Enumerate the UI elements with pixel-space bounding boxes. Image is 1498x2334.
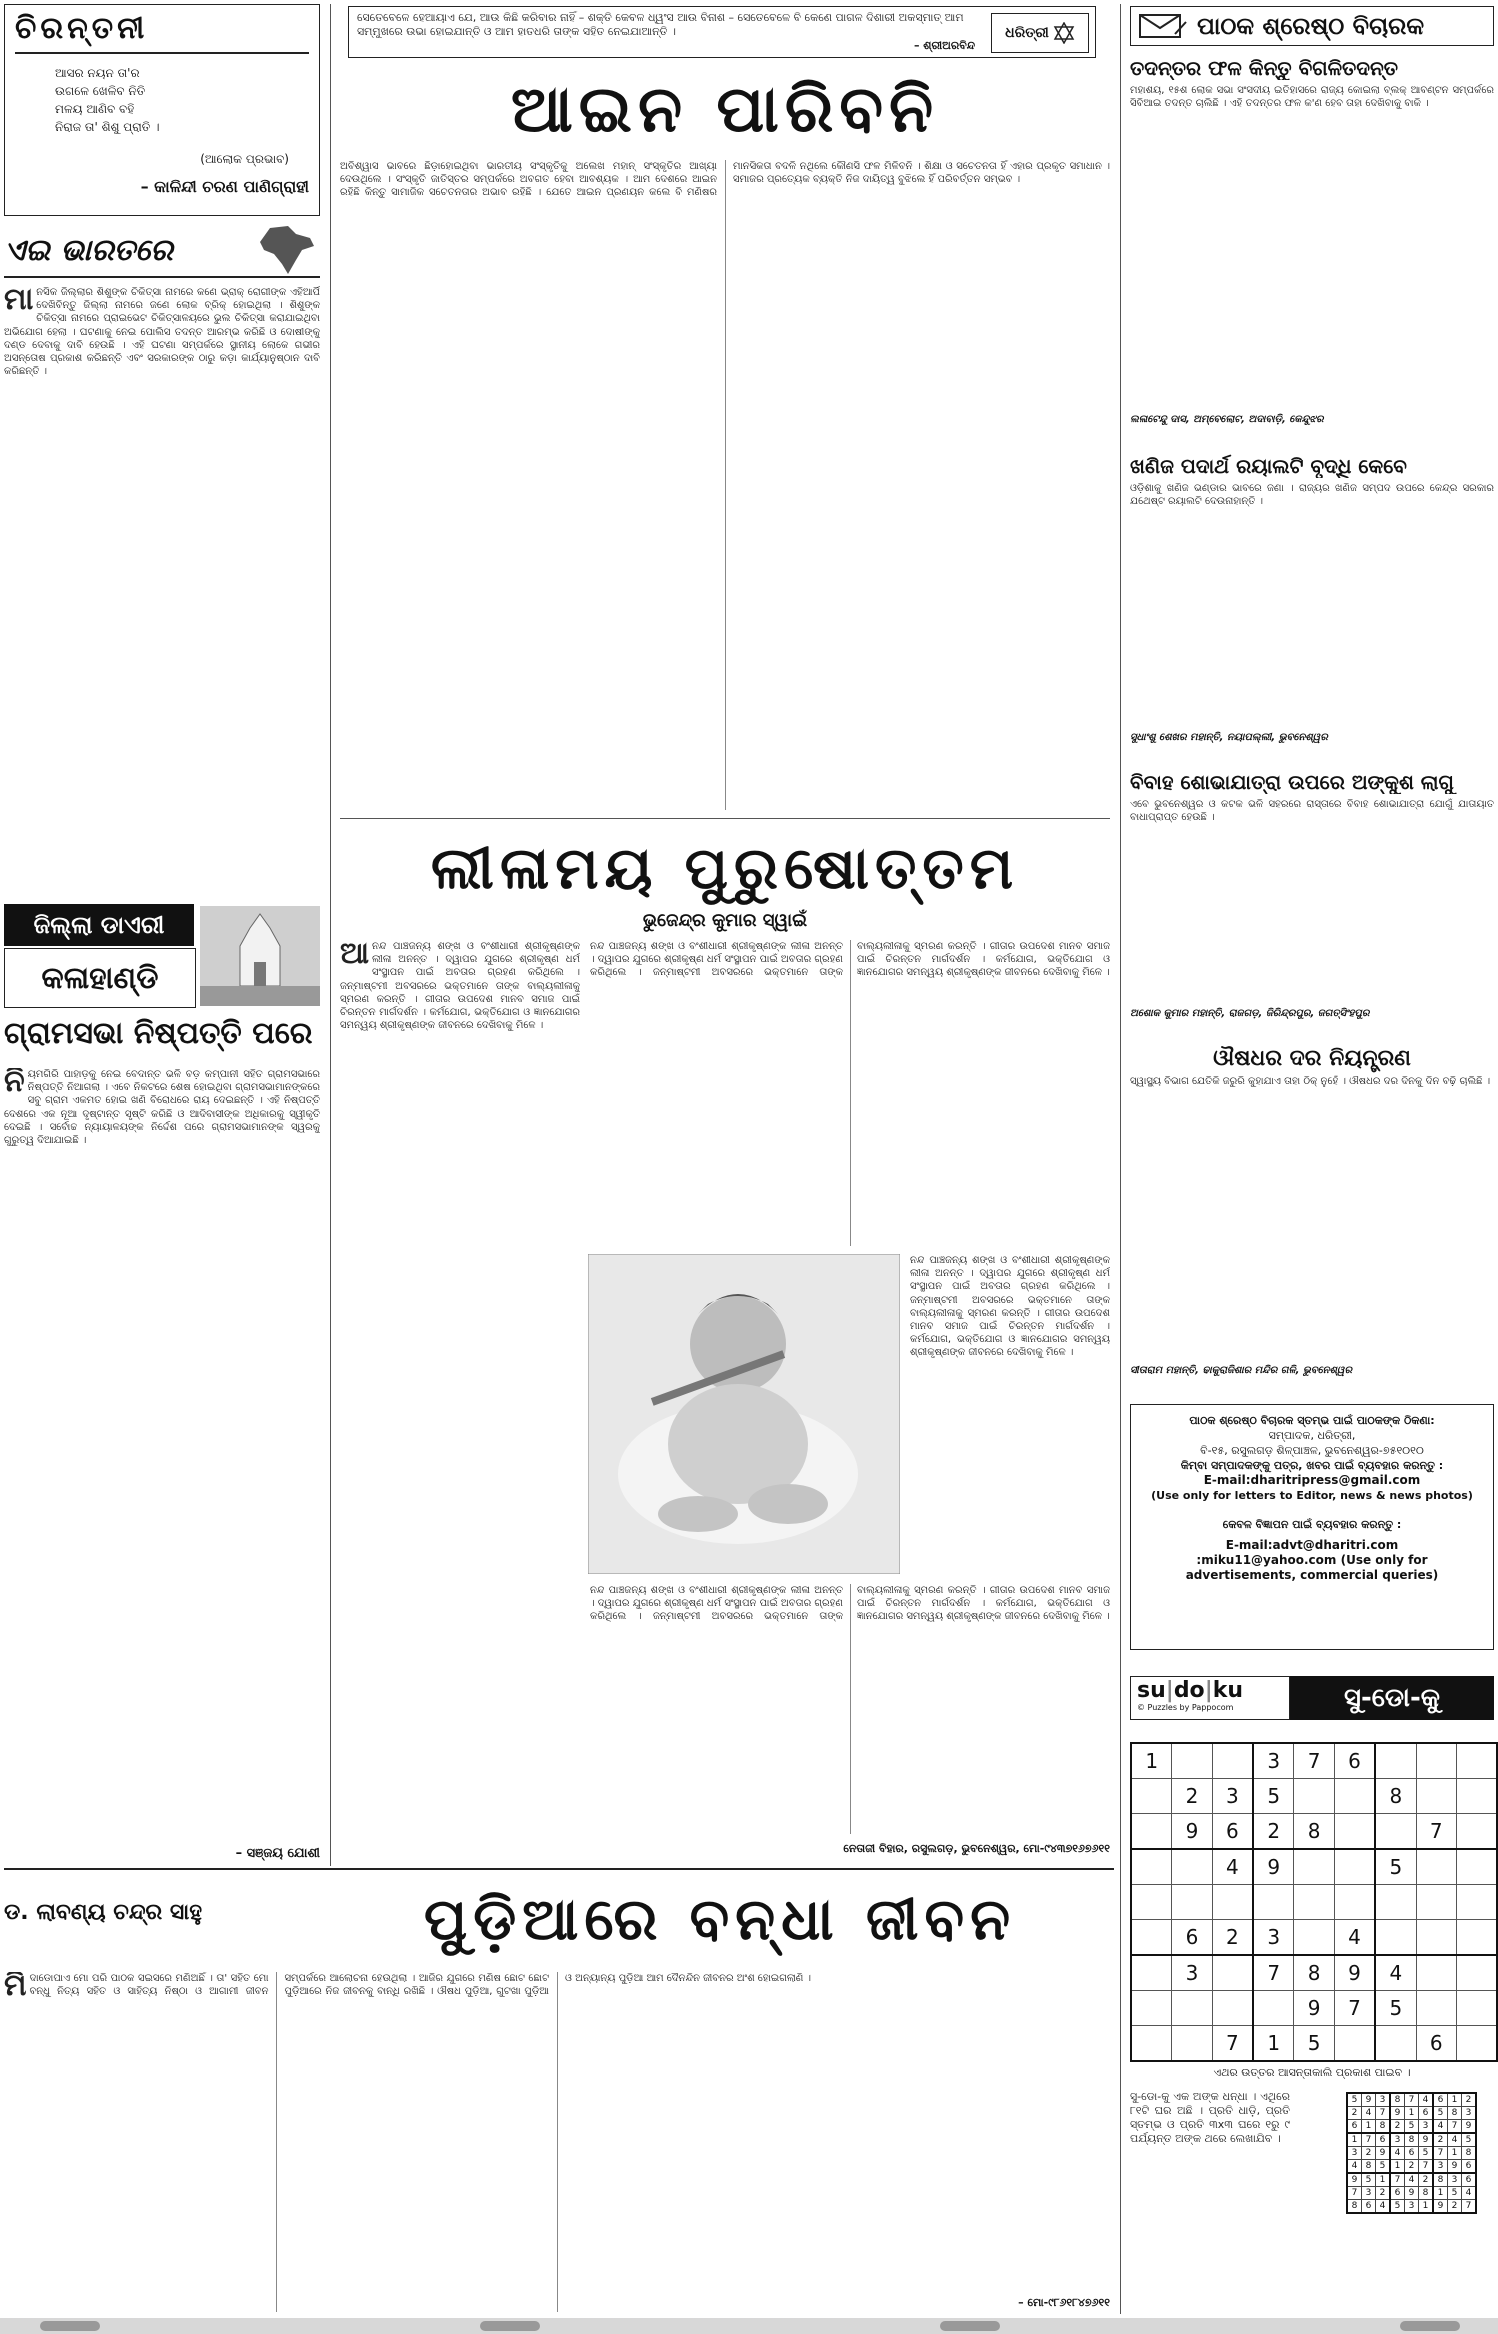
aji-bharat-banner (4, 224, 320, 278)
sudoku-logo: su|do|ku © Puzzles by Pappocom (1130, 1676, 1290, 1720)
sudoku-cell: 6 (1334, 1743, 1375, 1779)
grid-row (1347, 2173, 1476, 2187)
solution-cell: 4 (1347, 2160, 1362, 2174)
sudoku-cell (1131, 1955, 1172, 1991)
district-name: କଳାହାଣ୍ଡି (4, 948, 196, 1008)
contact-line: ସମ୍ପାଦକ, ଧରିତ୍ରୀ, (1268, 1429, 1356, 1442)
letter-item (1130, 1046, 1494, 1398)
solution-cell: 1 (1347, 2133, 1362, 2147)
sudoku-cell (1456, 1849, 1497, 1885)
sudoku-cell (1375, 1885, 1416, 1920)
sudoku-cell (1212, 1743, 1253, 1779)
solution-cell: 8 (1433, 2173, 1448, 2187)
sudoku-cell (1212, 1955, 1253, 1991)
solution-cell: 2 (1448, 2200, 1462, 2214)
solution-cell: 5 (1462, 2133, 1477, 2147)
sudoku-cell: 2 (1212, 1920, 1253, 1956)
chirantani-author: – କାଳିନ୍ଦୀ ଚରଣ ପାଣିଗ୍ରାହୀ (140, 177, 309, 196)
solution-cell: 8 (1448, 2107, 1462, 2120)
bottom-body: ଦାଡୋପାଏ ମୋ ପରି ପାଠକ ସଇସରେ ମଣିଅଛିଁ । ତା' ସହିତ ମୋ ବନ୍ଧୁ ନିତ୍ୟ ସହିତ ଓ ସାହିତ୍ୟ ନିଷ୍ଠା ଓ ଆଗାମୀ ଜୀବନ ସମ୍ପର୍କରେ ଆଲୋଚନା ହେଉଥିଲା । ଆଜିର ଯୁଗରେ ମଣିଷ ଛୋଟ ଛୋଟ ପୁଡ଼ିଆରେ ନିଜ ଜୀବନକୁ ବାନ୍ଧି ରଖିଛି । ଔଷଧ ପୁଡ଼ିଆ, ଗୁଟଖା ପୁଡ଼ିଆ ଓ ଅନ୍ୟାନ୍ୟ ପୁଡ଼ିଆ ଆମ ଦୈନନ୍ଦିନ ଜୀବନର ଅଂଶ ହୋଇଗଲାଣି । (29, 1973, 812, 1998)
feature-text-side (910, 1254, 1110, 1574)
contact-line: ପାଠକ ଶ୍ରେଷ୍ଠ ବିଚାରକ ସ୍ତମ୍ଭ ପାଇଁ ପାଠକଙ୍କ ଠିକଣା: (1189, 1414, 1435, 1427)
grid-row (1131, 1885, 1497, 1920)
sudoku-cell: 9 (1334, 1955, 1375, 1991)
sudoku-puzzle (1130, 1742, 1498, 2062)
aji-bharat-body: ନସିକ ଜିଲ୍ଲାର ଶିଶୁଙ୍କ ଚିକିତ୍ସା ନାମରେ କଣେ ଭ୍ରାକ୍ ରୋଗୀଙ୍କ ଏହିଆର୍ପି ଦେଖିବିନ୍ତୁ ଜିଲ୍ଲା ନାମରେ ଜଣେ ଲୋକ ବ୍ରିକ୍ ହୋଇଥିଲା । ଶିଶୁଙ୍କ ଚିକିତ୍ସା ନାମରେ ପ୍ରାଇଭେଟ ଚିକିତ୍ସାଳୟରେ ଭୁଲ ଚିକିତ୍ସା କରାଯାଇଥିବା ଅଭିଯୋଗ ହେଲା । ଘଟଣାକୁ ନେଇ ପୋଲିସ ତଦନ୍ତ ଆରମ୍ଭ କରିଛି ଓ ଦୋଷୀଙ୍କୁ ଦଣ୍ଡ ଦେବାକୁ ଦାବି ହେଉଛି । ଏହି ଘଟଣା ସମ୍ପର୍କରେ ସ୍ଥାନୀୟ ଲୋକେ ଗଭୀର ଅସନ୍ତୋଷ ପ୍ରକାଶ କରିଛନ୍ତି ଏବଂ ସରକାରଙ୍କ ଠାରୁ କଡ଼ା କାର୍ଯ୍ୟାନୁଷ୍ଠାନ ଦାବି କରିଛନ୍ତି । (4, 287, 320, 378)
drop-cap: ମା (4, 286, 34, 317)
solution-cell: 9 (1405, 2187, 1419, 2200)
bottom-byline: ଡ. ଲାବଣ୍ୟ ଚନ୍ଦ୍ର ସାହୁ (4, 1900, 203, 1925)
sudoku-cell: 4 (1212, 1849, 1253, 1885)
grid-row (1347, 2147, 1476, 2160)
letter-item (1130, 454, 1494, 764)
solution-cell: 2 (1405, 2160, 1419, 2174)
solution-cell: 4 (1419, 2093, 1434, 2107)
sudoku-cell: 9 (1294, 1991, 1334, 2026)
logo-ku: ku (1212, 1678, 1244, 1703)
star-emblem-icon (1053, 22, 1075, 44)
solution-cell: 9 (1390, 2107, 1405, 2120)
sudoku-cell (1416, 1991, 1456, 2026)
sudoku-cell (1131, 1779, 1172, 1814)
temple-photo-icon (200, 906, 320, 1006)
feature-byline: ଭୁଜେନ୍ଦ୍ର କୁମାର ସ୍ୱାଇଁ (642, 910, 808, 931)
sudoku-cell: 6 (1416, 2026, 1456, 2062)
solution-cell: 8 (1362, 2160, 1376, 2174)
solution-cell: 9 (1362, 2093, 1376, 2107)
sudoku-cell: 5 (1375, 1849, 1416, 1885)
sudoku-cell: 7 (1334, 1991, 1375, 2026)
solution-cell: 6 (1433, 2093, 1448, 2107)
sudoku-cell (1416, 1920, 1456, 1956)
sudoku-cell: 5 (1375, 1991, 1416, 2026)
letter-text: ମହାଶୟ, ୧୫ଶ ଲୋକ ସଭା ସଂସଦୀୟ ଇତିହାସରେ ରାଜ୍ୟ କୋଇଲା ବ୍ଲକ୍ ଆବଣ୍ଟନ ସମ୍ପର୍କରେ ସିବିଆଇ ତଦନ୍ତ ଚାଲିଛି । ଏହି ତଦନ୍ତର ଫଳ କ'ଣ ହେବ ତାହା ଦେଖିବାକୁ ବାକି । (1130, 85, 1494, 110)
sudoku-cell (1294, 1920, 1334, 1956)
bottom-section-divider (4, 1868, 1114, 1870)
solution-cell: 7 (1390, 2173, 1405, 2187)
district-body: ୟମଗିରି ପାହାଡ଼କୁ ନେଇ ବେଦାନ୍ତ ଭଳି ବଡ଼ କମ୍ପାନୀ ସହିତ ଗ୍ରାମସଭାରେ ନିଷ୍ପତ୍ତି ନିଆଗଲା । ଏବେ ନିକଟରେ ଶେଷ ହୋଇଥିବା ଗ୍ରାମସଭାମାନଙ୍କରେ ସବୁ ଗ୍ରାମ ଏକମତ ହୋଇ ଖଣି ବିରୋଧରେ ରାୟ ଦେଇଛନ୍ତି । ଏହି ନିଷ୍ପତ୍ତି ଦେଶରେ ଏକ ନୂଆ ଦୃଷ୍ଟାନ୍ତ ସୃଷ୍ଟି କରିଛି ଓ ଆଦିବାସୀଙ୍କ ଅଧିକାରକୁ ସ୍ୱୀକୃତି ଦେଇଛି । ସର୍ବୋଚ୍ଚ ନ୍ୟାୟାଳୟଙ୍କ ନିର୍ଦ୍ଦେଶ ପରେ ଗ୍ରାମସଭାମାନଙ୍କ ସ୍ୱରକୁ ଗୁରୁତ୍ୱ ଦିଆଯାଇଛି । (4, 1069, 320, 1147)
sudoku-cell: 1 (1253, 2026, 1294, 2062)
contact-line: କେବଳ ବିଜ୍ଞାପନ ପାଇଁ ବ୍ୟବହାର କରନ୍ତୁ : (1222, 1518, 1402, 1531)
sudoku-cell: 1 (1131, 1743, 1172, 1779)
page-footer-bar (0, 2318, 1498, 2334)
letter-text: ଓଡ଼ିଶାକୁ ଖଣିଜ ଭଣ୍ଡାର ଭାବରେ ଜଣା । ରାଜ୍ୟର ଖଣିଜ ସମ୍ପଦ ଉପରେ କେନ୍ଦ୍ର ସରକାର ଯଥେଷ୍ଟ ରୟାଲଟି ଦେଉନାହାନ୍ତି । (1130, 483, 1494, 508)
chirantani-box (4, 4, 320, 216)
feature-body-side: ନନ୍ଦ ପାଞ୍ଚଜନ୍ୟ ଶଙ୍ଖ ଓ ବଂଶୀଧାରୀ ଶ୍ରୀକୃଷ୍ଣଙ୍କ ଲୀଳା ଅନନ୍ତ । ଦ୍ୱାପର ଯୁଗରେ ଶ୍ରୀକୃଷ୍ଣ ଧର୍ମ ସଂସ୍ଥାପନ ପାଇଁ ଅବତାର ଗ୍ରହଣ କରିଥିଲେ । ଜନ୍ମାଷ୍ଟମୀ ଅବସରରେ ଭକ୍ତମାନେ ତାଙ୍କ ବାଲ୍ୟଲୀଳାକୁ ସ୍ମରଣ କରନ୍ତି । ଗୀତାର ଉପଦେଶ ମାନବ ସମାଜ ପାଇଁ ଚିରନ୍ତନ ମାର୍ଗଦର୍ଶନ । କର୍ମଯୋଗ, ଭକ୍ତିଯୋଗ ଓ ଜ୍ଞାନଯୋଗର ସମନ୍ୱୟ ଶ୍ରୀକୃଷ୍ଣଙ୍କ ଜୀବନରେ ଦେଖିବାକୁ ମିଳେ । (910, 1255, 1110, 1359)
district-diary-label: ଜିଲ୍ଲା ଡାଏରୀ (4, 904, 194, 946)
sudoku-cell (1375, 1920, 1416, 1956)
solution-cell: 1 (1448, 2093, 1462, 2107)
solution-cell: 7 (1448, 2120, 1462, 2134)
poem-line: ନିରାଜ ତା' ଶିଶୁ ପ୍ରାତି । (55, 120, 160, 134)
drop-cap: ଆ (340, 940, 370, 971)
sudoku-cell: 3 (1212, 1779, 1253, 1814)
sudoku-cell (1456, 1885, 1497, 1920)
letter-headline: ତଦନ୍ତର ଫଳ କିନ୍ତୁ ବିଗଳିତଦନ୍ତ (1130, 56, 1399, 80)
chirantani-rule (15, 52, 309, 54)
solution-cell: 3 (1405, 2200, 1419, 2214)
sudoku-cell (1172, 1991, 1212, 2026)
sudoku-solution (1346, 2092, 1477, 2214)
solution-cell: 9 (1419, 2133, 1434, 2147)
solution-cell: 1 (1376, 2173, 1391, 2187)
solution-cell: 2 (1376, 2187, 1391, 2200)
sudoku-cell (1294, 1779, 1334, 1814)
contact-email[interactable]: E-mail:dharitripress@gmail.com (1203, 1473, 1421, 1487)
contact-line: ବି-୧୫, ରସୁଲଗଡ଼ ଶିଳ୍ପାଞ୍ଚଳ, ଭୁବନେଶ୍ୱର-୭୫୧୦୧୦ (1200, 1444, 1424, 1457)
sudoku-cell: 7 (1416, 1814, 1456, 1850)
district-headline: ଗ୍ରାମସଭା ନିଷ୍ପତ୍ତି ପରେ (4, 1016, 313, 1051)
sudoku-cell (1416, 1743, 1456, 1779)
district-diary-banner (4, 904, 320, 1008)
solution-cell: 6 (1362, 2200, 1376, 2214)
footer-tab (480, 2321, 540, 2331)
letter-item (1130, 56, 1494, 446)
sudoku-cell (1172, 2026, 1212, 2062)
grid-row (1131, 1743, 1497, 1779)
district-text (4, 1068, 320, 1838)
solution-cell: 5 (1419, 2147, 1434, 2160)
solution-cell: 2 (1462, 2093, 1477, 2107)
feature-text-right (590, 940, 1110, 1246)
sudoku-solution-grid (1346, 2092, 1477, 2214)
grid-row (1131, 1920, 1497, 1956)
sudoku-cell: 8 (1375, 1779, 1416, 1814)
contact-note: advertisements, commercial queries) (1185, 1568, 1439, 1582)
sudoku-cell: 6 (1172, 1920, 1212, 1956)
solution-cell: 8 (1347, 2200, 1362, 2214)
sudoku-cell (1456, 1991, 1497, 2026)
header-quote-attribution: – ଶ୍ରୀଅରବିନ୍ଦ (913, 39, 975, 52)
district-author: – ସଞ୍ଜୟ ଯୋଶୀ (235, 1846, 320, 1861)
solution-cell: 3 (1362, 2187, 1376, 2200)
newspaper-logo (991, 13, 1089, 53)
solution-cell: 5 (1433, 2107, 1448, 2120)
envelope-icon (1139, 12, 1187, 40)
solution-cell: 6 (1405, 2147, 1419, 2160)
sudoku-cell: 3 (1253, 1920, 1294, 1956)
solution-cell: 9 (1376, 2147, 1391, 2160)
sudoku-cell (1334, 2026, 1375, 2062)
letter-signer: ଅଶୋକ କୁମାର ମହାନ୍ତି, ରାଜଗଡ଼, ଜିରିନ୍ଦ୍ରପୁର, ଜଗତ୍‌ସିଂହପୁର (1130, 1008, 1370, 1019)
sudoku-cell: 4 (1334, 1920, 1375, 1956)
feature-headline: ଲୀଳାମୟ ପୁରୁଷୋତ୍ତମ (430, 834, 1020, 902)
readers-banner-title: ପାଠକ ଶ୍ରେଷ୍ଠ ବିଚାରକ (1197, 12, 1425, 40)
sudoku-cell (1456, 2026, 1497, 2062)
left-column-divider (330, 4, 331, 1866)
solution-cell: 7 (1405, 2093, 1419, 2107)
solution-cell: 3 (1448, 2173, 1462, 2187)
sudoku-cell (1172, 1743, 1212, 1779)
poem-line: ଆସର ନୟନ ତା'ର (55, 66, 140, 80)
sudoku-cell (1416, 1779, 1456, 1814)
sudoku-title: ସୁ-ଡୋ-କୁ (1290, 1676, 1494, 1720)
logo-text: ଧରିତ୍ରୀ (1005, 25, 1049, 41)
solution-cell: 6 (1462, 2160, 1477, 2174)
sudoku-cell (1416, 1849, 1456, 1885)
solution-cell: 4 (1448, 2133, 1462, 2147)
sudoku-cell (1334, 1814, 1375, 1850)
solution-cell: 4 (1376, 2200, 1391, 2214)
footer-tab (40, 2321, 100, 2331)
sudoku-cell: 9 (1253, 1849, 1294, 1885)
sudoku-cell: 8 (1294, 1814, 1334, 1850)
contact-line: କିମ୍ବା ସମ୍ପାଦକଙ୍କୁ ପତ୍ର, ଖବର ପାଇଁ ବ୍ୟବହାର କରନ୍ତୁ : (1180, 1459, 1444, 1472)
solution-cell: 7 (1462, 2200, 1477, 2214)
contact-box (1130, 1404, 1494, 1650)
logo-su: su (1137, 1678, 1166, 1703)
sudoku-cell: 6 (1212, 1814, 1253, 1850)
feature-body: ନନ୍ଦ ପାଞ୍ଚଜନ୍ୟ ଶଙ୍ଖ ଓ ବଂଶୀଧାରୀ ଶ୍ରୀକୃଷ୍ଣଙ୍କ ଲୀଳା ଅନନ୍ତ । ଦ୍ୱାପର ଯୁଗରେ ଶ୍ରୀକୃଷ୍ଣ ଧର୍ମ ସଂସ୍ଥାପନ ପାଇଁ ଅବତାର ଗ୍ରହଣ କରିଥିଲେ । ଜନ୍ମାଷ୍ଟମୀ ଅବସରରେ ଭକ୍ତମାନେ ତାଙ୍କ ବାଲ୍ୟଲୀଳାକୁ ସ୍ମରଣ କରନ୍ତି । ଗୀତାର ଉପଦେଶ ମାନବ ସମାଜ ପାଇଁ ଚିରନ୍ତନ ମାର୍ଗଦର୍ଶନ । କର୍ମଯୋଗ, ଭକ୍ତିଯୋଗ ଓ ଜ୍ଞାନଯୋଗର ସମନ୍ୱୟ ଶ୍ରୀକୃଷ୍ଣଙ୍କ ଜୀବନରେ ଦେଖିବାକୁ ମିଳେ । (340, 941, 580, 1032)
feature-author-address: ନେତାଜୀ ବିହାର, ରସୁଲଗଡ଼, ଭୁବନେଶ୍ୱର, ମୋ-୯୪୩୭୧୬୭୬୧୧ (843, 1842, 1110, 1855)
sudoku-cell (1334, 1849, 1375, 1885)
readers-banner (1130, 6, 1494, 46)
solution-cell: 6 (1347, 2120, 1362, 2134)
sudoku-cell (1456, 1743, 1497, 1779)
grid-row (1347, 2120, 1476, 2134)
lead-headline: ଆଇନ ପାରିବନି (510, 73, 940, 147)
drop-cap: ନି (4, 1068, 25, 1099)
sudoku-cell (1334, 1779, 1375, 1814)
grid-row (1347, 2107, 1476, 2120)
section-divider (340, 818, 1110, 819)
solution-cell: 1 (1433, 2187, 1448, 2200)
contact-email[interactable]: E-mail:advt@dharitri.com (1225, 1538, 1399, 1552)
grid-row (1131, 1849, 1497, 1885)
sudoku-cell: 5 (1253, 1779, 1294, 1814)
sudoku-cell (1294, 1885, 1334, 1920)
logo-do: do (1173, 1678, 1205, 1703)
sudoku-grid (1130, 1742, 1498, 2062)
contact-email[interactable]: :miku11@yahoo.com (Use only for (1196, 1553, 1428, 1567)
sudoku-cell: 2 (1253, 1814, 1294, 1850)
solution-cell: 7 (1433, 2147, 1448, 2160)
grid-row (1131, 1955, 1497, 1991)
contact-note: (Use only for letters to Editor, news & news photos) (1151, 1489, 1473, 1502)
bottom-phone: – ମୋ-୯୮୬୧୮୪୭୬୧୧ (1018, 2296, 1110, 2309)
sudoku-cell: 2 (1172, 1779, 1212, 1814)
solution-cell: 5 (1405, 2120, 1419, 2134)
solution-cell: 4 (1390, 2147, 1405, 2160)
sudoku-cell (1131, 1920, 1172, 1956)
solution-cell: 6 (1376, 2133, 1391, 2147)
solution-cell: 3 (1347, 2147, 1362, 2160)
grid-row (1347, 2093, 1476, 2107)
solution-cell: 5 (1390, 2200, 1405, 2214)
letter-headline: ଔଷଧର ଦର ନିୟନ୍ତ୍ରଣ (1213, 1046, 1411, 1071)
poem-line: ମଳୟ ଆଣିବ ବହି (55, 102, 135, 116)
solution-cell: 5 (1376, 2160, 1391, 2174)
lead-text: ଅବିଶ୍ୱାସ ଭାବରେ ଛିଡ଼ାହୋଇଥିବା ଭାରତୀୟ ସଂସ୍କୃତିକୁ ଅଲେଖ ମହାନ୍ ସଂସ୍କୃତିର ଆଖ୍ୟା ଦେଉଥିଲେ । ସଂସ୍କୃତି ଜାତିସ୍ତର ସମ୍ପର୍କରେ ଅବଗତ ହେବା ଆବଶ୍ୟକ । ଆମ ଦେଶରେ ଆଇନ ରହିଛି କିନ୍ତୁ ସାମାଜିକ ସଚେତନତାର ଅଭାବ ରହିଛି । ଯେତେ ଆଇନ ପ୍ରଣୟନ କଲେ ବି ମଣିଷର ମାନସିକତା ବଦଳି ନଥିଲେ କୌଣସି ଫଳ ମିଳିବନି । ଶିକ୍ଷା ଓ ସଚେତନତା ହିଁ ଏହାର ପ୍ରକୃତ ସମାଧାନ । ସମାଜର ପ୍ରତ୍ୟେକ ବ୍ୟକ୍ତି ନିଜ ଦାୟିତ୍ୱ ବୁଝିଲେ ହିଁ ପରିବର୍ତ୍ତନ ସମ୍ଭବ । (340, 161, 1110, 199)
solution-cell: 3 (1390, 2133, 1405, 2147)
solution-cell: 6 (1462, 2173, 1477, 2187)
grid-row (1131, 1814, 1497, 1850)
sudoku-cell: 9 (1172, 1814, 1212, 1850)
india-map-icon (250, 224, 320, 276)
sudoku-cell: 3 (1253, 1743, 1294, 1779)
sudoku-cell (1456, 1955, 1497, 1991)
sudoku-cell: 7 (1212, 2026, 1253, 2062)
bottom-text (4, 1972, 1110, 2312)
header-quote-box (348, 6, 1096, 58)
sudoku-cell (1416, 1885, 1456, 1920)
sudoku-powered: © Puzzles by Pappocom (1137, 1703, 1234, 1712)
solution-cell: 4 (1362, 2107, 1376, 2120)
solution-cell: 8 (1419, 2187, 1434, 2200)
sudoku-cell: 3 (1172, 1955, 1212, 1991)
solution-cell: 9 (1448, 2160, 1462, 2174)
solution-cell: 6 (1419, 2107, 1434, 2120)
sudoku-cell (1131, 2026, 1172, 2062)
grid-row (1131, 2026, 1497, 2062)
sudoku-header (1130, 1676, 1494, 1720)
sudoku-cell (1375, 2026, 1416, 2062)
grid-row (1347, 2133, 1476, 2147)
drop-cap: ମି (4, 1972, 27, 2003)
sudoku-cell (1375, 1743, 1416, 1779)
grid-row (1131, 1991, 1497, 2026)
sudoku-cell (1131, 1814, 1172, 1850)
chirantani-source: (ଆଲୋକ ପ୍ରଭାବ) (200, 152, 289, 166)
solution-cell: 6 (1390, 2187, 1405, 2200)
grid-row (1131, 1779, 1497, 1814)
bottom-headline: ପୁଡ଼ିଆରେ ବନ୍ଧା ଜୀବନ (423, 1885, 1017, 1953)
sudoku-rules: ସୁ-ଡୋ-କୁ ଏକ ଅଙ୍କ ଧନ୍ଧା । ଏଥିରେ ୮୧ଟି ଘର ଅଛି । ପ୍ରତି ଧାଡ଼ି, ପ୍ରତି ସ୍ତମ୍ଭ ଓ ପ୍ରତି ୩x୩ ଘରେ ୧ରୁ ୯ ପର୍ଯ୍ୟନ୍ତ ଅଙ୍କ ଥରେ ଲେଖାଯିବ । (1130, 2090, 1290, 2145)
sudoku-cell: 7 (1253, 1955, 1294, 1991)
feature-body-continued: ନନ୍ଦ ପାଞ୍ଚଜନ୍ୟ ଶଙ୍ଖ ଓ ବଂଶୀଧାରୀ ଶ୍ରୀକୃଷ୍ଣଙ୍କ ଲୀଳା ଅନନ୍ତ । ଦ୍ୱାପର ଯୁଗରେ ଶ୍ରୀକୃଷ୍ଣ ଧର୍ମ ସଂସ୍ଥାପନ ପାଇଁ ଅବତାର ଗ୍ରହଣ କରିଥିଲେ । ଜନ୍ମାଷ୍ଟମୀ ଅବସରରେ ଭକ୍ତମାନେ ତାଙ୍କ ବାଲ୍ୟଲୀଳାକୁ ସ୍ମରଣ କରନ୍ତି । ଗୀତାର ଉପଦେଶ ମାନବ ସମାଜ ପାଇଁ ଚିରନ୍ତନ ମାର୍ଗଦର୍ଶନ । କର୍ମଯୋଗ, ଭକ୍ତିଯୋଗ ଓ ଜ୍ଞାନଯୋଗର ସମନ୍ୱୟ ଶ୍ରୀକୃଷ୍ଣଙ୍କ ଜୀବନରେ ଦେଖିବାକୁ ମିଳେ । (590, 941, 1110, 979)
chirantani-title: ଚିରନ୍ତନୀ (15, 11, 149, 46)
poem-line: ଉଗଳେ ଖେଳିବ ନିତି (55, 84, 146, 98)
solution-cell: 2 (1433, 2133, 1448, 2147)
solution-cell: 1 (1390, 2160, 1405, 2174)
right-column-divider (1120, 4, 1121, 2314)
sudoku-cell (1131, 1885, 1172, 1920)
sudoku-cell (1456, 1920, 1497, 1956)
sudoku-cell (1375, 1814, 1416, 1850)
solution-cell: 2 (1347, 2107, 1362, 2120)
solution-cell: 7 (1419, 2160, 1434, 2174)
solution-cell: 3 (1433, 2160, 1448, 2174)
sudoku-answer-note: ଏଥର ଉତ୍ତର ଆସନ୍ତାକାଲି ପ୍ରକାଶ ପାଇବ । (1213, 2066, 1411, 2079)
sudoku-cell (1294, 1849, 1334, 1885)
solution-cell: 7 (1376, 2107, 1391, 2120)
header-quote-text: ସେତେବେଳେ ହେଆୟାଏ ଯେ, ଆଉ କିଛି କରିବାର ନାହିଁ – ଶକ୍ତି କେବଳ ଧ୍ୱଂସ ଆଉ ବିନାଶ – ସେତେବେଳେ ବି କେଣେ ପାଗଳ ଦିଶାରୀ ଅକସ୍ମାତ୍ ଆମ ସମ୍ମୁଖରେ ଉଭା ହୋଇଯାନ୍ତି ଓ ଆମ ହାତଧରି ତାଙ୍କ ସହିତ ନେଇଯାଆନ୍ତି । (357, 11, 964, 38)
solution-cell: 2 (1362, 2147, 1376, 2160)
letter-text: ଏବେ ଭୁବନେଶ୍ୱର ଓ କଟକ ଭଳି ସହରରେ ରାସ୍ତାରେ ବିବାହ ଶୋଭାଯାତ୍ରା ଯୋଗୁଁ ଯାତାୟାତ ବାଧାପ୍ରାପ୍ତ ହେଉଛି । (1130, 799, 1494, 824)
solution-cell: 5 (1347, 2093, 1362, 2107)
sudoku-cell (1253, 1885, 1294, 1920)
sudoku-cell: 4 (1375, 1955, 1416, 1991)
feature-body-bottom: ନନ୍ଦ ପାଞ୍ଚଜନ୍ୟ ଶଙ୍ଖ ଓ ବଂଶୀଧାରୀ ଶ୍ରୀକୃଷ୍ଣଙ୍କ ଲୀଳା ଅନନ୍ତ । ଦ୍ୱାପର ଯୁଗରେ ଶ୍ରୀକୃଷ୍ଣ ଧର୍ମ ସଂସ୍ଥାପନ ପାଇଁ ଅବତାର ଗ୍ରହଣ କରିଥିଲେ । ଜନ୍ମାଷ୍ଟମୀ ଅବସରରେ ଭକ୍ତମାନେ ତାଙ୍କ ବାଲ୍ୟଲୀଳାକୁ ସ୍ମରଣ କରନ୍ତି । ଗୀତାର ଉପଦେଶ ମାନବ ସମାଜ ପାଇଁ ଚିରନ୍ତନ ମାର୍ଗଦର୍ଶନ । କର୍ମଯୋଗ, ଭକ୍ତିଯୋଗ ଓ ଜ୍ଞାନଯୋଗର ସମନ୍ୱୟ ଶ୍ରୀକୃଷ୍ଣଙ୍କ ଜୀବନରେ ଦେଖିବାକୁ ମିଳେ । (590, 1585, 1110, 1623)
solution-cell: 7 (1347, 2187, 1362, 2200)
sudoku-cell (1253, 1991, 1294, 2026)
sudoku-cell (1212, 1991, 1253, 2026)
grid-row (1347, 2200, 1476, 2214)
letter-signer: ସୁଧାଂଶୁ ଶେଖର ମହାନ୍ତି, ନୟାପଲ୍ଲୀ, ଭୁବନେଶ୍ୱର (1130, 732, 1328, 743)
solution-cell: 5 (1362, 2173, 1376, 2187)
solution-cell: 1 (1362, 2120, 1376, 2134)
solution-cell: 1 (1448, 2147, 1462, 2160)
letter-headline: ଖଣିଜ ପଦାର୍ଥ ରୟାଲଟି ବୃଦ୍ଧି କେବେ (1130, 454, 1407, 478)
sudoku-cell (1456, 1779, 1497, 1814)
grid-row (1347, 2187, 1476, 2200)
sudoku-cell (1416, 1955, 1456, 1991)
footer-tab (1400, 2321, 1460, 2331)
letter-signer: ଲଳାଟେନ୍ଦୁ ଦାସ, ଅମ୍ବେଲୋଟ, ଅଦାବାଡ଼ି, କେନ୍ଦୁଝର (1130, 414, 1324, 425)
solution-cell: 9 (1462, 2120, 1477, 2134)
solution-cell: 4 (1405, 2173, 1419, 2187)
sudoku-cell (1131, 1991, 1172, 2026)
solution-cell: 3 (1419, 2120, 1434, 2134)
feature-text-bottom (590, 1584, 1110, 1834)
sudoku-cell (1334, 1885, 1375, 1920)
letter-headline: ବିବାହ ଶୋଭାଯାତ୍ରା ଉପରେ ଅଙ୍କୁଶ ଲାଗୁ (1130, 770, 1454, 794)
letter-signer: ସୀତାରାମ ମହାନ୍ତି, ଢାକୁରାଜିଶାର ମନ୍ଦିର ଗଳି, ଭୁବନେଶ୍ୱର (1130, 1365, 1353, 1376)
letter-text: ସ୍ୱାସ୍ଥ୍ୟ ବିଭାଗ ଯେତିକି ଜରୁରି କୁହାଯାଏ ତାହା ଠିକ୍ ନୁହେଁ । ଔଷଧର ଦର ଦିନକୁ ଦିନ ବଢ଼ି ଚାଲିଛି । (1130, 1076, 1491, 1087)
sudoku-cell (1212, 1885, 1253, 1920)
aji-bharat-text (4, 286, 320, 894)
aji-bharat-title: ଏଇ ଭାରତରେ (4, 232, 173, 268)
solution-cell: 5 (1448, 2187, 1462, 2200)
solution-cell: 3 (1462, 2107, 1477, 2120)
solution-cell: 3 (1376, 2093, 1391, 2107)
grid-row (1347, 2160, 1476, 2174)
sudoku-cell: 8 (1294, 1955, 1334, 1991)
sudoku-cell: 7 (1294, 1743, 1334, 1779)
solution-cell: 1 (1419, 2200, 1434, 2214)
letter-item (1130, 770, 1494, 1040)
sudoku-cell (1131, 1849, 1172, 1885)
solution-cell: 2 (1390, 2120, 1405, 2134)
solution-cell: 9 (1347, 2173, 1362, 2187)
krishna-photo-icon (588, 1254, 900, 1574)
solution-cell: 1 (1405, 2107, 1419, 2120)
chirantani-poem (15, 64, 309, 136)
solution-cell: 8 (1405, 2133, 1419, 2147)
footer-tab (940, 2321, 1000, 2331)
sudoku-cell (1456, 1814, 1497, 1850)
sudoku-cell (1172, 1885, 1212, 1920)
solution-cell: 4 (1433, 2120, 1448, 2134)
solution-cell: 9 (1433, 2200, 1448, 2214)
sudoku-cell (1172, 1849, 1212, 1885)
feature-text-left (340, 940, 580, 1840)
solution-cell: 7 (1362, 2133, 1376, 2147)
solution-cell: 8 (1462, 2147, 1477, 2160)
solution-cell: 8 (1376, 2120, 1391, 2134)
solution-cell: 2 (1419, 2173, 1434, 2187)
solution-cell: 4 (1462, 2187, 1477, 2200)
solution-cell: 8 (1390, 2093, 1405, 2107)
sudoku-cell: 5 (1294, 2026, 1334, 2062)
